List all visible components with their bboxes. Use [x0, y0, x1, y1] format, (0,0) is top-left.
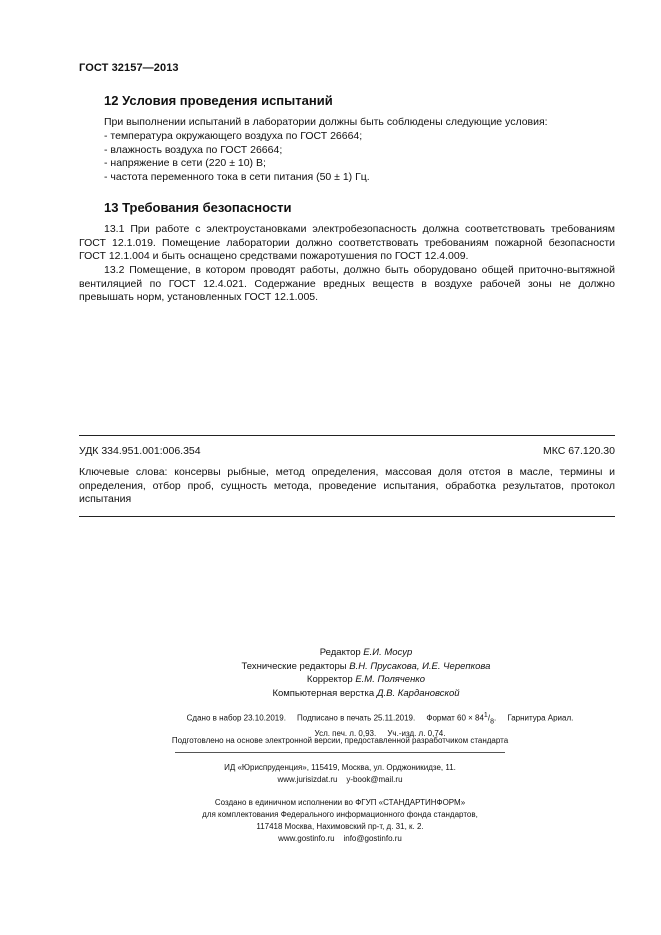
- list-item: - влажность воздуха по ГОСТ 26664;: [104, 143, 283, 156]
- production-info: Создано в единичном исполнении во ФГУП «СТАНДАРТИНФОРМ» для комплектования Федерального информационного фонда стандартов, 117418 Москва, Нахимовский пр-т, д. 31, к. 2. www.gostinfo.ru info@gostinfo.ru: [202, 798, 478, 843]
- list-item: - частота переменного тока в сети питания (50 ± 1) Гц.: [104, 170, 370, 183]
- section-12-heading: 12 Условия проведения испытаний: [104, 93, 333, 108]
- prepared-note: Подготовлено на основе электронной версии, предоставленной разработчиком стандарта: [171, 736, 509, 745]
- credit-layout: Компьютерная верстка Д.В. Кардановской: [272, 687, 460, 699]
- divider-bottom: [79, 516, 615, 517]
- conditions-list: [104, 130, 624, 184]
- classification-row: [79, 445, 615, 457]
- list-item: - напряжение в сети (220 ± 10) В;: [104, 157, 266, 170]
- credit-editor: Редактор Е.И. Мосур: [319, 647, 413, 658]
- section-12-intro: При выполнении испытаний в лаборатории должны быть соблюдены следующие условия:: [104, 116, 548, 128]
- imprint-divider: [175, 752, 505, 753]
- section-13-heading: 13 Требования безопасности: [104, 200, 292, 215]
- gostinfo-website[interactable]: www.gostinfo.ru: [278, 834, 335, 843]
- list-item: - температура окружающего воздуха по ГОСТ 26664;: [104, 130, 363, 142]
- keywords: Ключевые слова: консервы рыбные, метод определения, массовая доля отстоя в масле, термины и определения, отбор проб, сущность метода, проведение испытания, обработка результатов, протокол испытания: [79, 466, 615, 506]
- publisher-email[interactable]: y-book@mail.ru: [346, 775, 403, 784]
- mks-code: МКС 67.120.30: [543, 445, 615, 457]
- udk-code: УДК 334.951.001:006.354: [79, 445, 201, 457]
- credit-tech-editors: Технические редакторы В.Н. Прусакова, И.Е. Черепкова: [241, 660, 491, 672]
- gostinfo-email[interactable]: info@gostinfo.ru: [343, 834, 402, 843]
- standard-id: ГОСТ 32157—2013: [79, 62, 179, 74]
- publisher-website[interactable]: www.jurisizdat.ru: [277, 775, 338, 784]
- publisher-info: ИД «Юриспруденция», 115419, Москва, ул. Орджоникидзе, 11. www.jurisizdat.ru y-book@mail.ru: [224, 763, 456, 784]
- paragraph-13-1: 13.1 При работе с электроустановками электробезопасность должна соответствовать требованиям ГОСТ 12.1.019. Помещение лаборатории должно соответствовать требованиям пожарной безопасности ГОСТ 12.1.004 и быть оснащено средствами пожаротушения по ГОСТ 12.4.009.: [79, 223, 615, 263]
- credit-corrector: Корректор Е.М. Поляченко: [306, 674, 426, 686]
- credits-block: [180, 646, 552, 700]
- paragraph-13-2: 13.2 Помещение, в котором проводят работы, должно быть оборудовано общей приточно-вытяжной вентиляцией по ГОСТ 12.4.021. Содержание вредных веществ в воздухе рабочей зоны не должно превышать норм, установленных ГОСТ 12.1.005.: [79, 264, 615, 304]
- divider-top: [79, 435, 615, 436]
- print-details: Сдано в набор 23.10.2019. Подписано в печать 25.11.2019. Формат $60 \times 84^1/8$. Гарнитура Ариал. Усл. печ. л. 0,93. Уч.-изд. л. 0,74.: [186, 712, 574, 739]
